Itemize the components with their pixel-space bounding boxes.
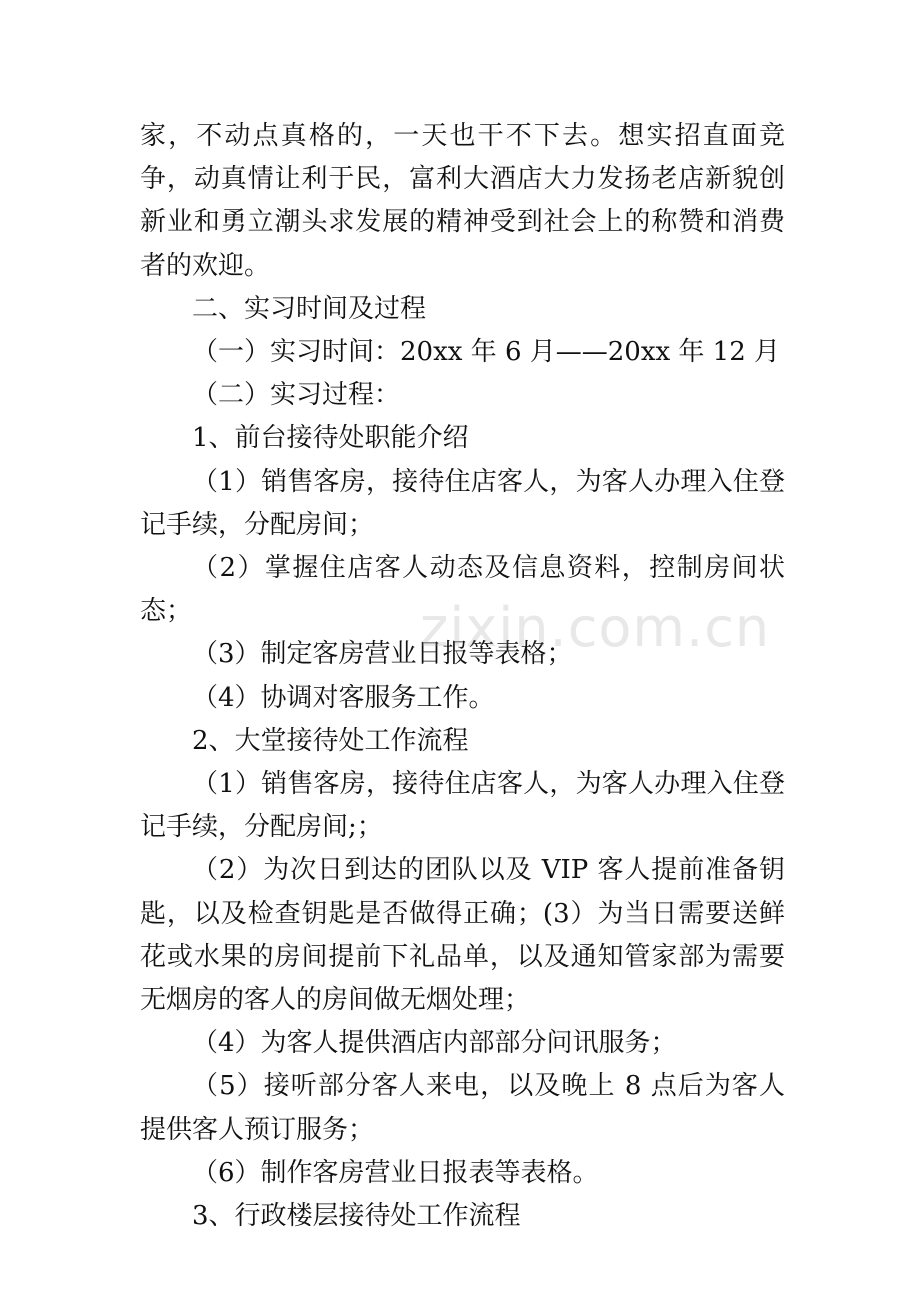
list-item: （2）为次日到达的团队以及 VIP 客人提前准备钥匙，以及检查钥匙是否做得正确；(3）为当日需要送鲜花或水果的房间提前下礼品单，以及通知管家部为需要无烟房的客人的房间做无烟处理； [140,855,785,1016]
heading-executive-floor-workflow: 3、行政楼层接待处工作流程 [192,1201,521,1232]
list-item: （1）销售客房，接待住店客人，为客人办理入住登记手续，分配房间； [140,466,785,540]
document-body [140,115,785,1238]
heading-front-desk-functions: 1、前台接待处职能介绍 [192,423,469,454]
list-item: （5）接听部分客人来电，以及晚上 8 点后为客人提供客人预订服务； [140,1071,785,1145]
list-item: （1）销售客房，接待住店客人，为客人办理入住登记手续，分配房间;； [140,769,785,843]
section-heading-internship-time-process: 二、实习时间及过程 [192,293,427,324]
subheading-internship-process: （二）实习过程： [192,380,401,411]
list-item: （4）为客人提供酒店内部部分问讯服务； [192,1028,677,1059]
paragraph-1: 家，不动点真格的，一天也干不下去。想实招直面竞争，动真情让利于民，富利大酒店大力发扬老店新貌创新业和勇立潮头求发展的精神受到社会上的称赞和消费者的欢迎。 [140,121,785,281]
watermark-text: zixin.com.cn [420,596,771,659]
list-item: （6）制作客房营业日报表等表格。 [192,1157,599,1188]
heading-lobby-reception-workflow: 2、大堂接待处工作流程 [192,725,469,756]
list-item: （3）制定客房营业日报等表格； [192,639,573,670]
list-item: （2）掌握住店客人动态及信息资料，控制房间状态； [140,553,785,627]
subheading-internship-time: （一）实习时间：20xx 年 6 月——20xx 年 12 月 [192,337,781,368]
list-item: （4）协调对客服务工作。 [192,682,495,713]
